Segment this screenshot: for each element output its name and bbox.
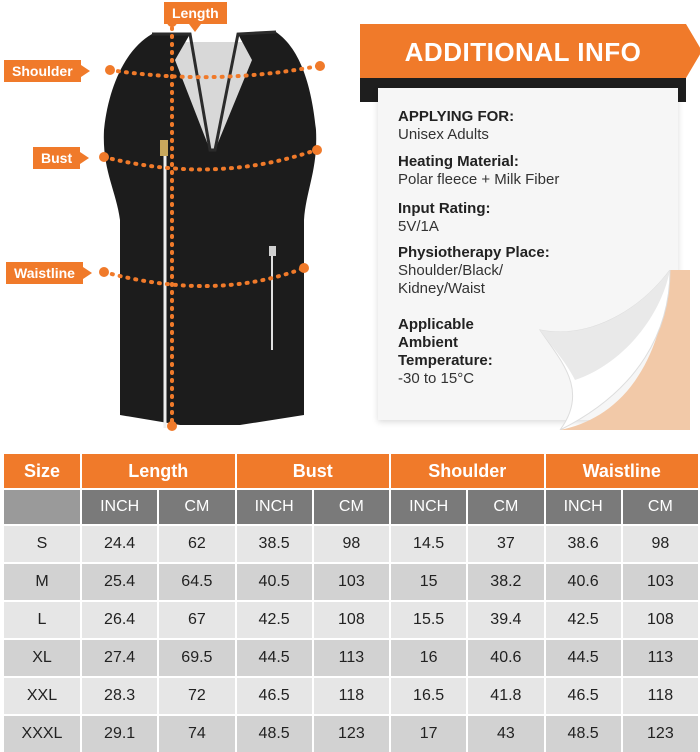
info-value: -30 to 15°C	[398, 370, 493, 388]
info-value: Shoulder/Black/ Kidney/Waist	[398, 262, 550, 298]
value-cell: 123	[314, 714, 391, 752]
unit-cell: CM	[314, 488, 391, 524]
info-label: Physiotherapy Place:	[398, 244, 550, 262]
table-row	[4, 562, 700, 600]
value-cell: 15.5	[391, 600, 468, 638]
value-cell: 118	[623, 676, 700, 714]
value-cell: 40.6	[546, 562, 623, 600]
unit-cell: INCH	[391, 488, 468, 524]
value-cell: 46.5	[546, 676, 623, 714]
info-label: Heating Material:	[398, 153, 559, 171]
shoulder-label: Shoulder	[4, 60, 81, 82]
value-cell: 28.3	[82, 676, 159, 714]
value-cell: 42.5	[237, 600, 314, 638]
value-cell: 98	[314, 524, 391, 562]
value-cell: 108	[314, 600, 391, 638]
value-cell: 46.5	[237, 676, 314, 714]
unit-cell: CM	[468, 488, 545, 524]
value-cell: 15	[391, 562, 468, 600]
value-cell: 26.4	[82, 600, 159, 638]
value-cell: 44.5	[237, 638, 314, 676]
value-cell: 27.4	[82, 638, 159, 676]
length-label: Length	[164, 2, 227, 24]
value-cell: 108	[623, 600, 700, 638]
header-length: Length	[82, 454, 237, 488]
info-item-temperature	[398, 316, 493, 388]
value-cell: 38.5	[237, 524, 314, 562]
value-cell: 72	[159, 676, 236, 714]
value-cell: 37	[468, 524, 545, 562]
header-bust: Bust	[237, 454, 392, 488]
value-cell: 123	[623, 714, 700, 752]
unit-cell: INCH	[82, 488, 159, 524]
value-cell: 48.5	[546, 714, 623, 752]
value-cell: 103	[314, 562, 391, 600]
value-cell: 14.5	[391, 524, 468, 562]
value-cell: 38.2	[468, 562, 545, 600]
table-row	[4, 714, 700, 752]
value-cell: 62	[159, 524, 236, 562]
unit-cell-blank	[4, 488, 82, 524]
value-cell: 42.5	[546, 600, 623, 638]
table-header-row	[4, 454, 700, 488]
value-cell: 74	[159, 714, 236, 752]
value-cell: 113	[314, 638, 391, 676]
unit-row	[4, 488, 700, 524]
header-size: Size	[4, 454, 82, 488]
unit-cell: CM	[623, 488, 700, 524]
value-cell: 118	[314, 676, 391, 714]
info-title: ADDITIONAL INFO	[360, 37, 686, 68]
size-cell: S	[4, 524, 82, 562]
value-cell: 113	[623, 638, 700, 676]
value-cell: 24.4	[82, 524, 159, 562]
value-cell: 25.4	[82, 562, 159, 600]
info-value: Polar fleece + Milk Fiber	[398, 171, 559, 189]
info-item-applying	[398, 108, 514, 144]
waistline-label: Waistline	[6, 262, 83, 284]
info-value: 5V/1A	[398, 218, 490, 236]
value-cell: 43	[468, 714, 545, 752]
value-cell: 40.5	[237, 562, 314, 600]
table-row	[4, 524, 700, 562]
vest-illustration	[80, 20, 350, 440]
size-cell: XXXL	[4, 714, 82, 752]
table-row	[4, 638, 700, 676]
unit-cell: CM	[159, 488, 236, 524]
value-cell: 69.5	[159, 638, 236, 676]
info-header	[360, 24, 686, 78]
header-waistline: Waistline	[546, 454, 700, 488]
size-cell: XL	[4, 638, 82, 676]
value-cell: 48.5	[237, 714, 314, 752]
value-cell: 64.5	[159, 562, 236, 600]
value-cell: 39.4	[468, 600, 545, 638]
bust-label: Bust	[33, 147, 80, 169]
header-shoulder: Shoulder	[391, 454, 546, 488]
unit-cell: INCH	[546, 488, 623, 524]
unit-cell: INCH	[237, 488, 314, 524]
info-item-heating-material	[398, 153, 559, 189]
table-row	[4, 600, 700, 638]
size-cell: L	[4, 600, 82, 638]
value-cell: 41.8	[468, 676, 545, 714]
info-value: Unisex Adults	[398, 126, 514, 144]
value-cell: 38.6	[546, 524, 623, 562]
info-label: Input Rating:	[398, 200, 490, 218]
value-cell: 16	[391, 638, 468, 676]
value-cell: 40.6	[468, 638, 545, 676]
value-cell: 67	[159, 600, 236, 638]
value-cell: 44.5	[546, 638, 623, 676]
table-row	[4, 676, 700, 714]
value-cell: 98	[623, 524, 700, 562]
value-cell: 29.1	[82, 714, 159, 752]
zipper-pull	[160, 140, 168, 156]
info-label: Applicable Ambient Temperature:	[398, 316, 493, 370]
info-label: APPLYING FOR:	[398, 108, 514, 126]
size-chart-table	[4, 454, 700, 752]
value-cell: 16.5	[391, 676, 468, 714]
value-cell: 17	[391, 714, 468, 752]
size-cell: XXL	[4, 676, 82, 714]
value-cell: 103	[623, 562, 700, 600]
size-cell: M	[4, 562, 82, 600]
info-item-input-rating	[398, 200, 490, 236]
info-item-physiotherapy	[398, 244, 550, 298]
